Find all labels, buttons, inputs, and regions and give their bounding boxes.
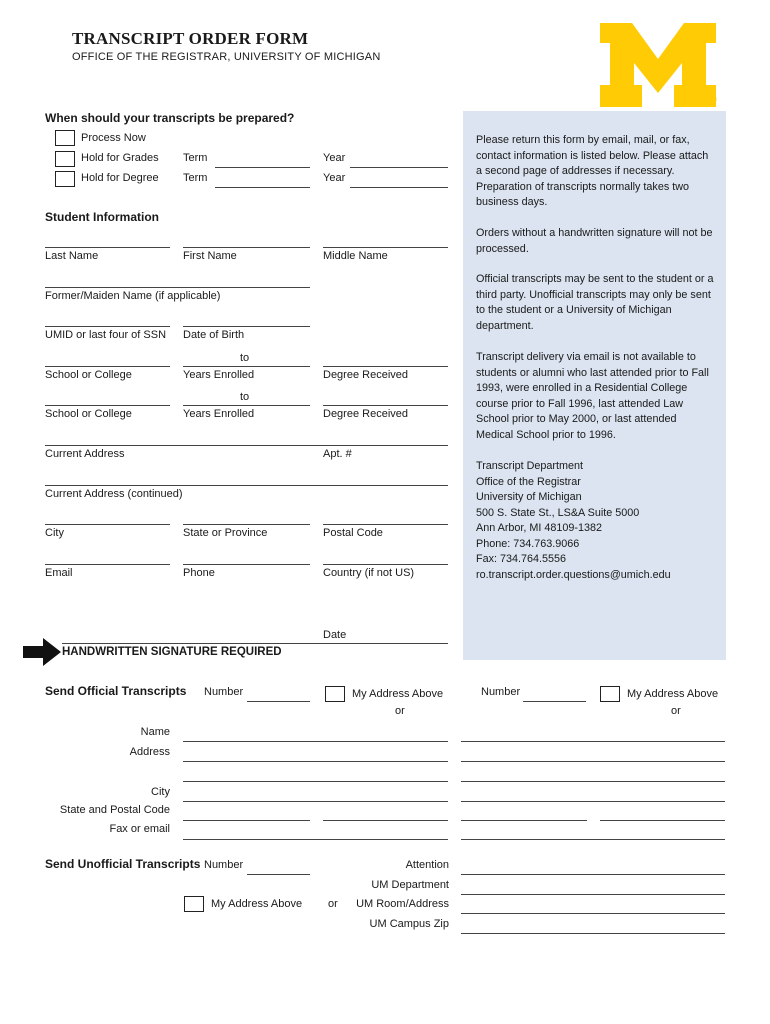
umid-field[interactable]: [45, 326, 170, 327]
unofficial-number-field[interactable]: [247, 874, 310, 875]
term-label: Term: [183, 172, 208, 184]
to-label: to: [240, 352, 250, 364]
postal-field[interactable]: [323, 524, 448, 525]
contact-email-link[interactable]: ro.transcript.order.questions@umich.edu: [476, 568, 671, 581]
form-subtitle: OFFICE OF THE REGISTRAR, UNIVERSITY OF MICHIGAN: [72, 51, 381, 63]
address-line: 500 S. State St., LS&A Suite 5000: [476, 506, 640, 519]
block-m-icon: [598, 23, 718, 109]
unofficial-number-label: Number: [204, 859, 244, 871]
recipient-2-name-field[interactable]: [461, 741, 725, 742]
last-name-field[interactable]: [45, 247, 170, 248]
postal-label: Postal Code: [323, 527, 383, 539]
phone-field[interactable]: [183, 564, 310, 565]
first-name-field[interactable]: [183, 247, 310, 248]
recipient-fax-label: Fax or email: [109, 823, 170, 835]
country-field[interactable]: [323, 564, 448, 565]
official-my-address-label-2: My Address Above: [627, 688, 719, 700]
um-department-field[interactable]: [461, 894, 725, 895]
recipient-1-address-field[interactable]: [183, 761, 448, 762]
university-logo: [598, 23, 718, 109]
term-degree-field[interactable]: [215, 187, 310, 188]
date-label: Date: [323, 629, 347, 641]
recipient-1-name-field[interactable]: [183, 741, 448, 742]
official-number-label: Number: [204, 686, 244, 698]
fax-line: Fax: 734.764.5556: [476, 553, 567, 565]
address-line: Transcript Department: [476, 460, 584, 472]
years-enrolled-2-label: Years Enrolled: [183, 408, 255, 420]
recipient-city-label: City: [151, 786, 170, 798]
contact-address: [476, 459, 716, 583]
recipient-1-city-field[interactable]: [183, 801, 448, 802]
years-enrolled-1-field[interactable]: [183, 366, 310, 367]
former-name-field[interactable]: [45, 287, 310, 288]
process-now-checkbox[interactable]: [55, 130, 75, 146]
year-label: Year: [323, 172, 346, 184]
recipient-1-fax-field[interactable]: [183, 839, 448, 840]
signature-label: HANDWRITTEN SIGNATURE REQUIRED: [62, 646, 282, 658]
current-address-field[interactable]: [45, 445, 448, 446]
first-name-label: First Name: [183, 250, 237, 262]
official-number-label: Number: [481, 686, 521, 698]
country-label: Country (if not US): [323, 567, 415, 579]
recipient-2-city-field[interactable]: [461, 801, 725, 802]
unofficial-my-address-checkbox[interactable]: [184, 896, 204, 912]
um-zip-label: UM Campus Zip: [369, 918, 449, 930]
apt-label: Apt. #: [323, 448, 352, 460]
arrow-right-icon: [23, 638, 61, 669]
attention-label: Attention: [405, 859, 449, 871]
email-field[interactable]: [45, 564, 170, 565]
registered-mark: ®: [712, 97, 718, 104]
middle-name-field[interactable]: [323, 247, 448, 248]
email-label: Email: [45, 567, 73, 579]
year-degree-field[interactable]: [350, 187, 448, 188]
recipient-state-label: State and Postal Code: [59, 804, 170, 816]
degree-1-label: Degree Received: [323, 369, 408, 381]
um-room-label: UM Room/Address: [356, 898, 449, 910]
dob-label: Date of Birth: [183, 329, 245, 341]
official-heading: Send Official Transcripts: [45, 684, 187, 698]
year-label: Year: [323, 152, 346, 164]
attention-field[interactable]: [461, 874, 725, 875]
official-notice: Official transcripts may be sent to the student or a third party. Unofficial transcripts may only be sent to the student or a University of Michigan department.: [476, 273, 714, 332]
city-field[interactable]: [45, 524, 170, 525]
state-label: State or Province: [183, 527, 268, 539]
phone-line: Phone: 734.763.9066: [476, 537, 580, 550]
address-line: University of Michigan: [476, 491, 582, 503]
recipient-2-address2-field[interactable]: [461, 781, 725, 782]
unofficial-my-address-label: My Address Above: [211, 898, 303, 910]
or-label: or: [395, 705, 405, 717]
instructions-text: Please return this form by email, mail, or fax, contact information is listed below. Please attach a second page of addresses if necessary. Preparation of transcripts normally takes two business days.: [476, 134, 709, 208]
um-zip-field[interactable]: [461, 933, 725, 934]
dob-field[interactable]: [183, 326, 310, 327]
prep-heading: When should your transcripts be prepared?: [45, 111, 295, 125]
recipient-2-state-field[interactable]: [461, 820, 587, 821]
official-number-field-2[interactable]: [523, 701, 586, 702]
official-my-address-checkbox-1[interactable]: [325, 686, 345, 702]
form-title: TRANSCRIPT ORDER FORM: [72, 29, 309, 48]
um-department-label: UM Department: [371, 879, 449, 891]
years-enrolled-2-field[interactable]: [183, 405, 310, 406]
recipient-name-label: Name: [140, 726, 170, 738]
unofficial-heading: Send Unofficial Transcripts: [45, 857, 201, 871]
degree-2-field[interactable]: [323, 405, 448, 406]
current-address-cont-field[interactable]: [45, 485, 448, 486]
process-now-label: Process Now: [81, 132, 146, 144]
former-name-label: Former/Maiden Name (if applicable): [45, 290, 221, 302]
current-address-cont-label: Current Address (continued): [45, 488, 183, 500]
recipient-1-address2-field[interactable]: [183, 781, 448, 782]
to-label: to: [240, 391, 250, 403]
signature-notice: Orders without a handwritten signature will not be processed.: [476, 227, 713, 255]
recipient-1-state-field[interactable]: [183, 820, 310, 821]
years-enrolled-1-label: Years Enrolled: [183, 369, 255, 381]
or-label: or: [328, 898, 338, 910]
degree-1-field[interactable]: [323, 366, 448, 367]
state-field[interactable]: [183, 524, 310, 525]
phone-label: Phone: [183, 567, 215, 579]
city-label: City: [45, 527, 64, 539]
current-address-label: Current Address: [45, 448, 125, 460]
address-line: Office of the Registrar: [476, 475, 581, 488]
official-my-address-label-1: My Address Above: [352, 688, 444, 700]
hold-degree-checkbox[interactable]: [55, 171, 75, 187]
school-2-label: School or College: [45, 408, 132, 420]
degree-2-label: Degree Received: [323, 408, 408, 420]
school-1-label: School or College: [45, 369, 132, 381]
umid-label: UMID or last four of SSN: [45, 329, 167, 341]
school-1-field[interactable]: [45, 366, 170, 367]
email-delivery-notice: Transcript delivery via email is not available to students or alumni who last attended prior to Fall 1993, were enrolled in a Residential College course prior to Fall 1996, last attended Law School prior to May 2000, or last attended Medical School prior to 1996.: [476, 351, 709, 441]
recipient-2-postal-field[interactable]: [600, 820, 725, 821]
hold-grades-label: Hold for Grades: [81, 152, 159, 164]
recipient-1-postal-field[interactable]: [323, 820, 448, 821]
last-name-label: Last Name: [45, 250, 99, 262]
um-room-field[interactable]: [461, 913, 725, 914]
recipient-address-label: Address: [129, 746, 170, 758]
signature-field[interactable]: [62, 643, 448, 644]
hold-grades-checkbox[interactable]: [55, 151, 75, 167]
student-heading: Student Information: [45, 210, 159, 224]
address-line: Ann Arbor, MI 48109-1382: [476, 522, 603, 534]
year-grades-field[interactable]: [350, 167, 448, 168]
school-2-field[interactable]: [45, 405, 170, 406]
hold-degree-label: Hold for Degree: [81, 172, 159, 184]
recipient-2-fax-field[interactable]: [461, 839, 725, 840]
or-label: or: [671, 705, 681, 717]
term-label: Term: [183, 152, 208, 164]
recipient-2-address-field[interactable]: [461, 761, 725, 762]
official-my-address-checkbox-2[interactable]: [600, 686, 620, 702]
middle-name-label: Middle Name: [323, 250, 388, 262]
term-grades-field[interactable]: [215, 167, 310, 168]
official-number-field-1[interactable]: [247, 701, 310, 702]
